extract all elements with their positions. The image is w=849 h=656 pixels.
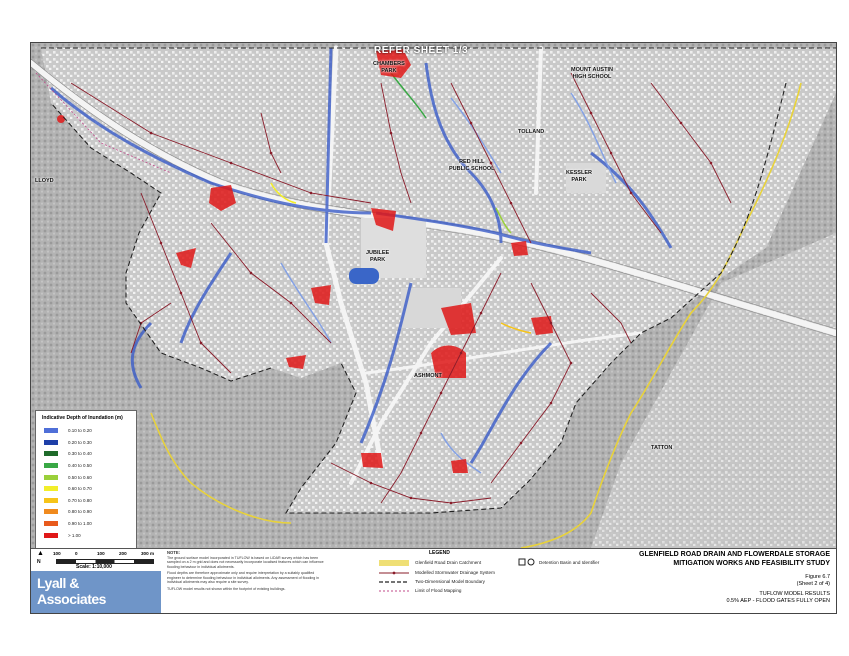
depth-legend-row [44,471,136,483]
depth-range-label: 0.70 to 0.80 [68,497,92,503]
depth-range-label: > 1.00 [68,532,81,538]
label-chambers-park: CHAMBERS PARK [373,61,405,74]
title-line2: MITIGATION WORKS AND FEASIBILITY STUDY [673,560,830,567]
depth-range-label: 0.10 to 0.20 [68,428,92,434]
depth-legend-title: Indicative Depth of Inundation (m) [42,415,123,421]
note-paragraph: The ground surface model incorporated in TUFLOW is based on LiDAR survey which has been sampled on a 2 m grid and does not necessarily incorporate localised features which can influence flooding behaviour in individual allotments. [167,555,324,569]
scale-label: Scale: 1:10,000 [76,564,112,570]
legend-item-model-boundary: Two-Dimensional Model Boundary [415,579,485,584]
scale-tick-label: 100 [97,551,105,556]
label-lloyd: LLOYD [35,178,54,184]
logo-line2: Associates [37,591,106,607]
label-red-hill-public-school: RED HILL PUBLIC SCHOOL [449,159,495,172]
depth-legend [35,410,137,550]
label-kessler-park: KESSLER PARK [566,170,592,183]
depth-legend-row [44,529,136,541]
label-tolland: TOLLAND [518,129,545,135]
depth-range-label: 0.50 to 0.60 [68,474,92,480]
depth-range-label: 0.80 to 0.90 [68,509,92,515]
label-jubilee-park: JUBILEE PARK [366,250,390,263]
logo-line1: Lyall & [37,575,79,591]
scale-tick-label: 300 m [141,551,155,556]
title-block [609,549,834,614]
title-line1: GLENFIELD ROAD DRAIN AND FLOWERDALE STORAGE [639,551,830,558]
depth-legend-row [44,518,136,530]
depth-swatch [44,428,58,433]
depth-swatch [44,451,58,456]
depth-legend-row [44,483,136,495]
sheet-number: (Sheet 2 of 4) [796,581,830,587]
label-mount-austin-high-school: MOUNT AUSTIN HIGH SCHOOL [571,67,613,80]
map-legend [349,549,604,614]
depth-swatch [44,440,58,445]
flood-map [31,43,836,548]
figure-number: Figure 6.7 [805,574,830,580]
north-label: N [37,559,41,565]
depth-swatch [44,498,58,503]
legend-basin-symbol [519,559,525,565]
depth-range-label: 0.20 to 0.30 [68,439,92,445]
depth-legend-row [44,425,136,437]
notes [167,551,327,611]
scale-tick-label: 100 [53,551,61,556]
note-paragraph: TUFLOW model results not shown within the footprint of existing buildings. [167,586,286,591]
label-tatton: TATTON [651,445,673,451]
depth-range-label: 0.90 to 1.00 [68,521,92,527]
depth-range-label: 0.60 to 0.70 [68,486,92,492]
depth-swatch [44,486,58,491]
note-paragraph: Flood depths are therefore approximate only and require interpretation by a suitably qualified engineer to determine flooding behaviour in individual allotments. Any assessment of flooding in individual allotments may also require a site survey. [167,571,320,584]
legend-item-catchment: Glenfield Road Drain Catchment [415,560,482,565]
depth-legend-row [44,448,136,460]
legend-basin-identifier [528,559,534,565]
depth-swatch [44,509,58,514]
legend-item-drainage: Modelled Stormwater Drainage System [415,570,495,575]
depth-range-label: 0.40 to 0.50 [68,463,92,469]
depth-swatch [44,475,58,480]
depth-legend-rows [36,425,136,541]
company-logo [31,571,161,614]
info-strip [31,548,836,614]
legend-item-flood-limit: Limit of Flood Mapping [415,588,462,593]
results-line2: 0.5% AEP - FLOOD GATES FULLY OPEN [726,598,830,604]
legend-catchment-symbol [379,560,409,566]
depth-swatch [44,463,58,468]
map-sheet [30,42,837,614]
depth-legend-row [44,460,136,472]
depth-swatch [44,533,58,538]
scale-bar [31,549,161,571]
north-arrow-icon: ▲ [37,550,44,557]
depth-legend-row [44,506,136,518]
refer-sheet-label: REFER SHEET 1/3 [374,45,469,56]
label-ashmont: ASHMONT [414,373,442,379]
depth-legend-row [44,437,136,449]
scale-tick-label: 0 [75,551,78,556]
notes-heading: NOTE: [167,550,181,555]
depth-swatch [44,521,58,526]
scale-tick-label: 200 [119,551,127,556]
results-line1: TUFLOW MODEL RESULTS [759,591,830,597]
legend-drainage-pit [393,572,396,575]
pool [349,268,379,284]
legend-title: LEGEND [429,550,450,556]
depth-legend-row [44,495,136,507]
legend-item-basin: Detention Basin and Identifier [539,560,600,565]
depth-range-label: 0.30 to 0.40 [68,451,92,457]
